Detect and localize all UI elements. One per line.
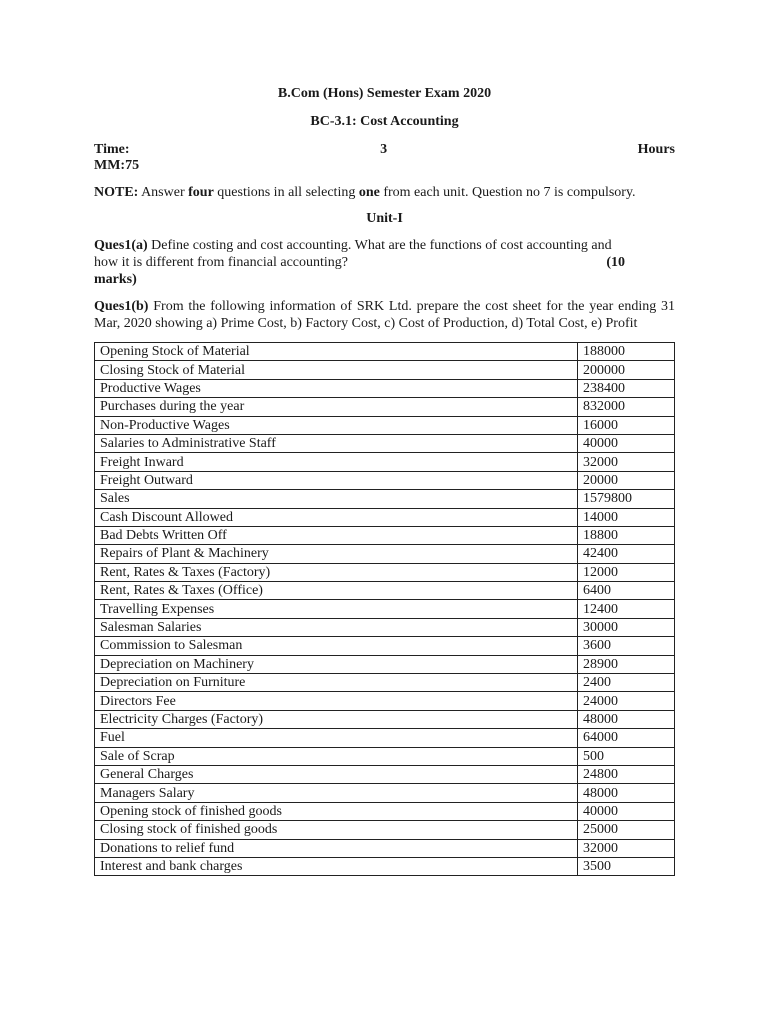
cost-item-value: 24000 (578, 692, 675, 710)
table-row (95, 710, 675, 728)
table-row (95, 508, 675, 526)
cost-item-label: Opening stock of finished goods (95, 802, 578, 820)
exam-page (94, 86, 675, 876)
question-1a (94, 237, 675, 288)
q1a-label: Ques1(a) (94, 238, 148, 253)
table-row (95, 802, 675, 820)
time-value: 3 (380, 142, 388, 157)
cost-item-value: 28900 (578, 655, 675, 673)
q1b-label: Ques1(b) (94, 299, 149, 314)
cost-item-label: Interest and bank charges (95, 857, 578, 875)
cost-item-value: 14000 (578, 508, 675, 526)
question-1b (94, 298, 675, 332)
cost-item-label: Managers Salary (95, 784, 578, 802)
cost-item-label: Fuel (95, 729, 578, 747)
time-unit: Hours (637, 142, 675, 157)
cost-table-body (95, 343, 675, 876)
cost-item-label: Bad Debts Written Off (95, 526, 578, 544)
time-row (94, 142, 675, 158)
table-row (95, 471, 675, 489)
cost-item-label: Travelling Expenses (95, 600, 578, 618)
cost-item-value: 6400 (578, 582, 675, 600)
paper-title: BC-3.1: Cost Accounting (310, 114, 459, 129)
table-row (95, 398, 675, 416)
exam-title: B.Com (Hons) Semester Exam 2020 (277, 86, 492, 101)
table-row (95, 434, 675, 452)
table-row (95, 582, 675, 600)
table-row (95, 343, 675, 361)
cost-item-value: 48000 (578, 710, 675, 728)
cost-item-value: 24800 (578, 765, 675, 783)
exam-note (94, 184, 675, 201)
cost-item-label: Freight Outward (95, 471, 578, 489)
cost-item-value: 12000 (578, 563, 675, 581)
cost-item-label: Salesman Salaries (95, 618, 578, 636)
cost-item-label: Sales (95, 490, 578, 508)
cost-item-value: 40000 (578, 434, 675, 452)
cost-item-value: 32000 (578, 453, 675, 471)
cost-data-table (94, 342, 675, 876)
table-row (95, 361, 675, 379)
table-row (95, 490, 675, 508)
cost-item-value: 3500 (578, 857, 675, 875)
cost-item-label: Commission to Salesman (95, 637, 578, 655)
table-row (95, 729, 675, 747)
cost-item-label: Freight Inward (95, 453, 578, 471)
cost-item-label: Opening Stock of Material (95, 343, 578, 361)
cost-item-label: Rent, Rates & Taxes (Factory) (95, 563, 578, 581)
cost-item-value: 832000 (578, 398, 675, 416)
q1a-marks-part2: marks) (94, 272, 137, 287)
cost-item-value: 40000 (578, 802, 675, 820)
note-label: NOTE: (94, 185, 139, 200)
table-row (95, 563, 675, 581)
table-row (95, 692, 675, 710)
cost-item-label: Rent, Rates & Taxes (Office) (95, 582, 578, 600)
q1b-text: From the following information of SRK Ltd. prepare the cost sheet for the year ending 31 Mar, 2020 showing a) Prime Cost, b) Factory Cost, c) Cost of Production, d) Total Cost, e) Profit (94, 299, 675, 331)
note-bold-four: four (188, 185, 214, 200)
table-row (95, 600, 675, 618)
cost-item-label: Closing Stock of Material (95, 361, 578, 379)
cost-item-value: 500 (578, 747, 675, 765)
cost-item-value: 20000 (578, 471, 675, 489)
note-bold-one: one (358, 185, 380, 200)
cost-item-value: 42400 (578, 545, 675, 563)
max-marks: MM:75 (94, 158, 140, 173)
table-row (95, 821, 675, 839)
time-label: Time: (94, 142, 130, 157)
cost-item-value: 188000 (578, 343, 675, 361)
cost-item-label: Electricity Charges (Factory) (95, 710, 578, 728)
cost-item-label: Productive Wages (95, 379, 578, 397)
cost-item-label: Salaries to Administrative Staff (95, 434, 578, 452)
table-row (95, 453, 675, 471)
unit-heading: Unit-I (366, 211, 403, 226)
cost-item-value: 1579800 (578, 490, 675, 508)
cost-item-value: 25000 (578, 821, 675, 839)
table-row (95, 416, 675, 434)
cost-item-value: 238400 (578, 379, 675, 397)
cost-item-label: Directors Fee (95, 692, 578, 710)
cost-item-value: 18800 (578, 526, 675, 544)
cost-item-label: Non-Productive Wages (95, 416, 578, 434)
cost-item-label: Depreciation on Machinery (95, 655, 578, 673)
cost-item-label: Depreciation on Furniture (95, 674, 578, 692)
q1a-text-line1: Define costing and cost accounting. What are the functions of cost accounting and (147, 238, 612, 253)
table-row (95, 747, 675, 765)
cost-item-value: 3600 (578, 637, 675, 655)
table-row (95, 379, 675, 397)
note-text-1: Answer (138, 185, 189, 200)
cost-item-label: Cash Discount Allowed (95, 508, 578, 526)
cost-item-label: Sale of Scrap (95, 747, 578, 765)
note-text-2: questions in all selecting (213, 185, 359, 200)
table-row (95, 655, 675, 673)
table-row (95, 784, 675, 802)
cost-item-value: 30000 (578, 618, 675, 636)
note-text-3: from each unit. Question no 7 is compulsory. (379, 185, 636, 200)
cost-item-value: 32000 (578, 839, 675, 857)
table-row (95, 857, 675, 875)
table-row (95, 674, 675, 692)
cost-item-value: 16000 (578, 416, 675, 434)
cost-item-value: 48000 (578, 784, 675, 802)
table-row (95, 765, 675, 783)
cost-item-value: 2400 (578, 674, 675, 692)
table-row (95, 545, 675, 563)
cost-item-label: Donations to relief fund (95, 839, 578, 857)
cost-item-value: 200000 (578, 361, 675, 379)
cost-item-label: General Charges (95, 765, 578, 783)
cost-item-label: Closing stock of finished goods (95, 821, 578, 839)
cost-item-value: 12400 (578, 600, 675, 618)
table-row (95, 618, 675, 636)
table-row (95, 637, 675, 655)
cost-item-label: Repairs of Plant & Machinery (95, 545, 578, 563)
cost-item-label: Purchases during the year (95, 398, 578, 416)
table-row (95, 526, 675, 544)
q1a-text-line2: how it is different from financial accounting? (94, 255, 348, 270)
q1a-marks-part1: (10 (606, 255, 625, 270)
table-row (95, 839, 675, 857)
cost-item-value: 64000 (578, 729, 675, 747)
